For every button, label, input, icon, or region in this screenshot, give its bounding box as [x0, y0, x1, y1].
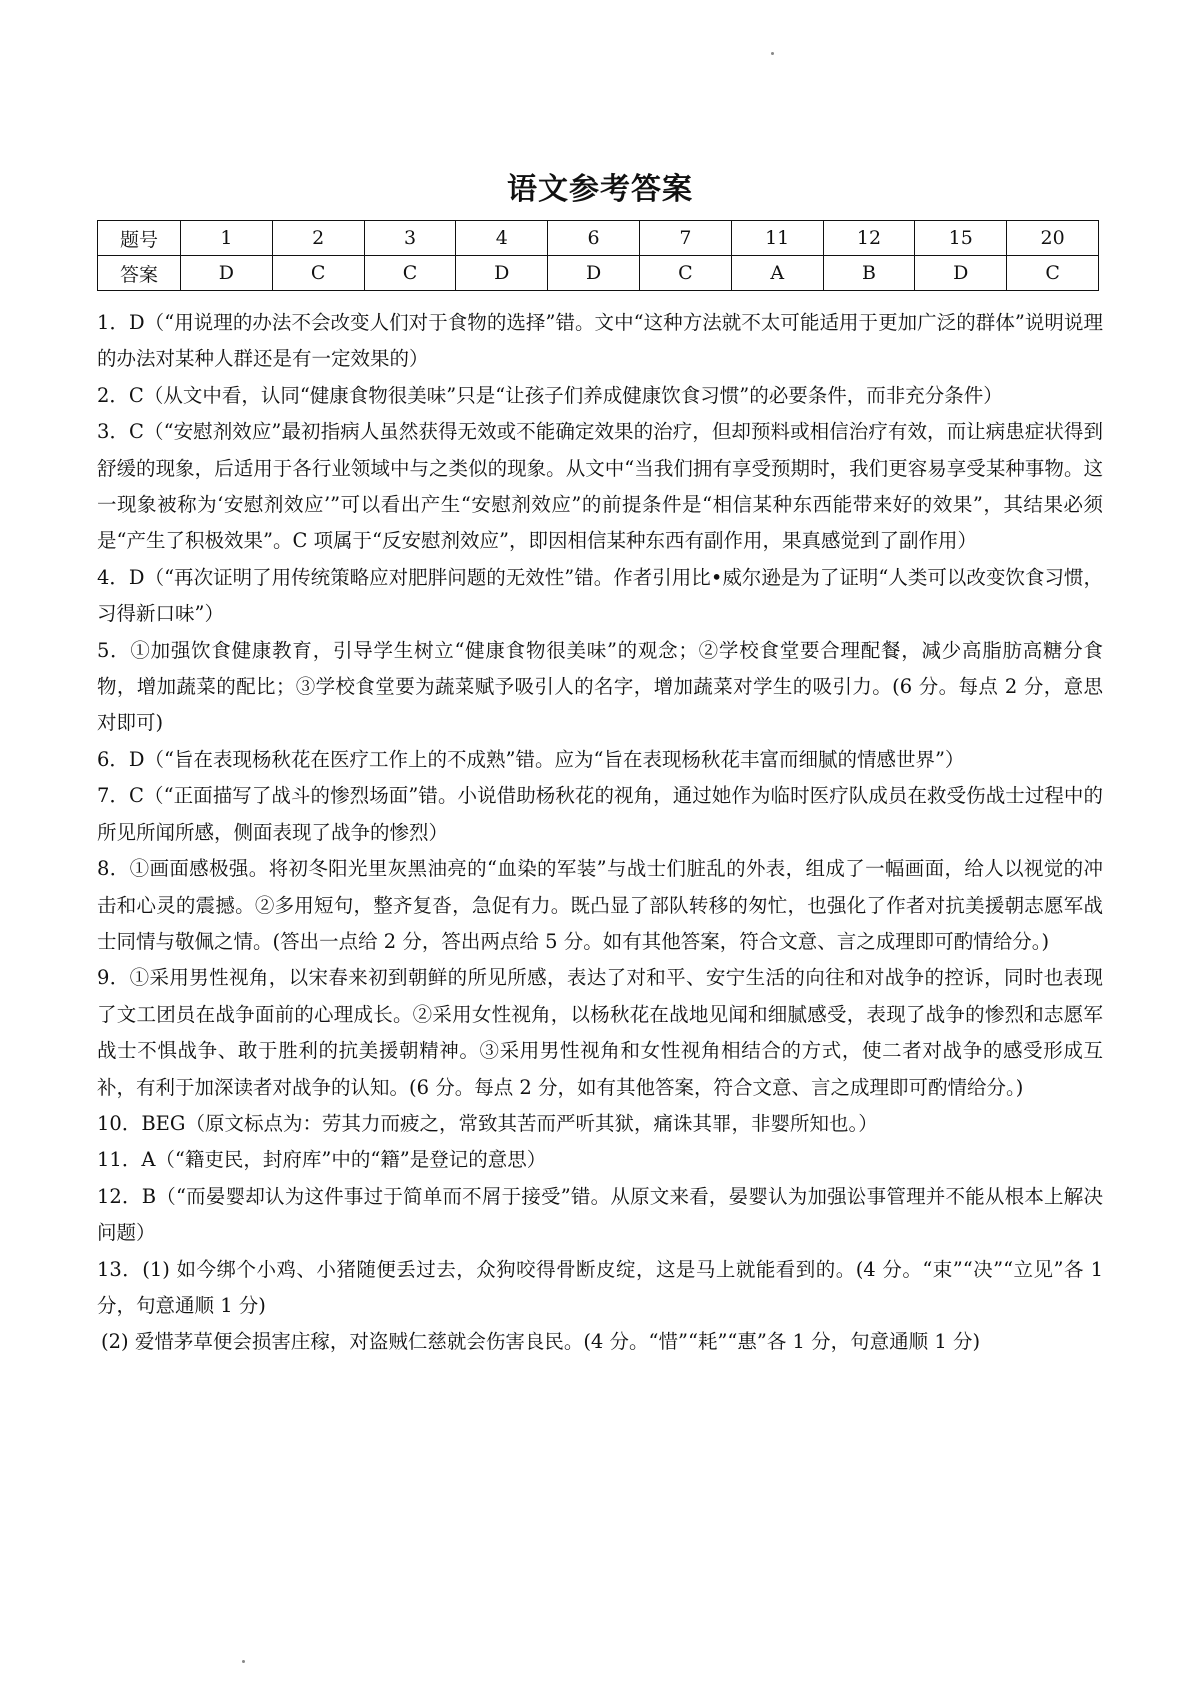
answer-cell: D — [456, 256, 548, 291]
question-number: 7 — [639, 221, 731, 256]
row-label-number: 题号 — [98, 221, 181, 256]
answer-key-table — [97, 220, 1099, 291]
answer-cell: A — [731, 256, 823, 291]
answer-row — [98, 256, 1099, 291]
question-number: 4 — [456, 221, 548, 256]
question-number: 12 — [823, 221, 915, 256]
answer-cell: C — [364, 256, 456, 291]
explanation-q13-part2: (2) 爱惜茅草便会损害庄稼，对盗贼仁慈就会伤害良民。(4 分。“惜”“耗”“惠”各 1 分，句意通顺 1 分) — [101, 1330, 981, 1354]
explanation-q1: 1．D（“用说理的办法不会改变人们对于食物的选择”错。文中“这种方法就不太可能适用于更加广泛的群体”说明说理的办法对某种人群还是有一定效果的） — [97, 311, 1103, 371]
answer-explanations — [97, 305, 1103, 1361]
row-label-answer: 答案 — [98, 256, 181, 291]
explanation-q8: 8．①画面感极强。将初冬阳光里灰黑油亮的“血染的军装”与战士们脏乱的外表，组成了一幅画面，给人以视觉的冲击和心灵的震撼。②多用短句，整齐复沓，急促有力。既凸显了部队转移的匆忙，也强化了作者对抗美援朝志愿军战士同情与敬佩之情。(答出一点给 2 分，答出两点给 5 分。如有其他答案，符合文意、言之成理即可酌情给分。) — [97, 857, 1103, 953]
question-number: 15 — [915, 221, 1007, 256]
scan-speck — [771, 52, 774, 55]
scan-speck — [242, 1660, 245, 1663]
answer-cell: D — [915, 256, 1007, 291]
explanation-q5: 5．①加强饮食健康教育，引导学生树立“健康食物很美味”的观念；②学校食堂要合理配餐，减少高脂肪高糖分食物，增加蔬菜的配比；③学校食堂要为蔬菜赋予吸引人的名字，增加蔬菜对学生的吸引力。(6 分。每点 2 分，意思对即可) — [97, 638, 1103, 735]
question-number: 6 — [548, 221, 640, 256]
explanation-q3: 3．C（“安慰剂效应”最初指病人虽然获得无效或不能确定效果的治疗，但却预料或相信治疗有效，而让病患症状得到舒缓的现象，后适用于各行业领域中与之类似的现象。从文中“当我们拥有享受预期时，我们更容易享受某种事物。这一现象被称为‘安慰剂效应’”可以看出产生“安慰剂效应”的前提条件是“相信某种东西能带来好的效果”，其结果必须是“产生了积极效果”。C 项属于“反安慰剂效应”，即因相信某种东西有副作用，果真感觉到了副作用） — [97, 420, 1103, 553]
question-number: 11 — [731, 221, 823, 256]
explanation-q13-part1: 13．(1) 如今绑个小鸡、小猪随便丢过去，众狗咬得骨断皮绽，这是马上就能看到的。(4 分。“束”“决”“立见”各 1 分，句意通顺 1 分) — [97, 1257, 1103, 1317]
explanation-q9: 9．①采用男性视角，以宋春来初到朝鲜的所见所感，表达了对和平、安宁生活的向往和对战争的控诉，同时也表现了文工团员在战争面前的心理成长。②采用女性视角，以杨秋花在战地见闻和细腻感受，表现了战争的惨烈和志愿军战士不惧战争、敢于胜利的抗美援朝精神。③采用男性视角和女性视角相结合的方式，使二者对战争的感受形成互补，有利于加深读者对战争的认知。(6 分。每点 2 分，如有其他答案，符合文意、言之成理即可酌情给分。) — [97, 966, 1103, 1099]
answer-cell: C — [639, 256, 731, 291]
page-title: 语文参考答案 — [507, 172, 693, 207]
answer-cell: C — [1007, 256, 1099, 291]
explanation-q4: 4．D（“再次证明了用传统策略应对肥胖问题的无效性”错。作者引用比•威尔逊是为了证明“人类可以改变饮食习惯，习得新口味”） — [97, 565, 1103, 626]
answer-cell: B — [823, 256, 915, 291]
explanation-q7: 7．C（“正面描写了战斗的惨烈场面”错。小说借助杨秋花的视角，通过她作为临时医疗队成员在救受伤战士过程中的所见所闻所感，侧面表现了战争的惨烈） — [97, 784, 1103, 844]
explanation-q6: 6．D（“旨在表现杨秋花在医疗工作上的不成熟”错。应为“旨在表现杨秋花丰富而细腻的情感世界”） — [97, 747, 965, 771]
answer-cell: D — [548, 256, 640, 291]
number-row — [98, 221, 1099, 256]
explanation-q11: 11．A（“籍吏民，封府库”中的“籍”是登记的意思） — [97, 1148, 547, 1172]
question-number: 3 — [364, 221, 456, 256]
question-number: 1 — [181, 221, 273, 256]
explanation-q10: 10．BEG（原文标点为：劳其力而疲之，常致其苦而严听其狱，痛诛其罪，非婴所知也。） — [97, 1111, 878, 1135]
question-number: 2 — [272, 221, 364, 256]
explanation-q12: 12．B（“而晏婴却认为这件事过于简单而不屑于接受”错。从原文来看，晏婴认为加强讼事管理并不能从根本上解决问题） — [97, 1184, 1103, 1245]
explanation-q2: 2．C（从文中看，认同“健康食物很美味”只是“让孩子们养成健康饮食习惯”的必要条件，而非充分条件） — [97, 383, 1003, 407]
answer-cell: C — [272, 256, 364, 291]
question-number: 20 — [1007, 221, 1099, 256]
answer-cell: D — [181, 256, 273, 291]
